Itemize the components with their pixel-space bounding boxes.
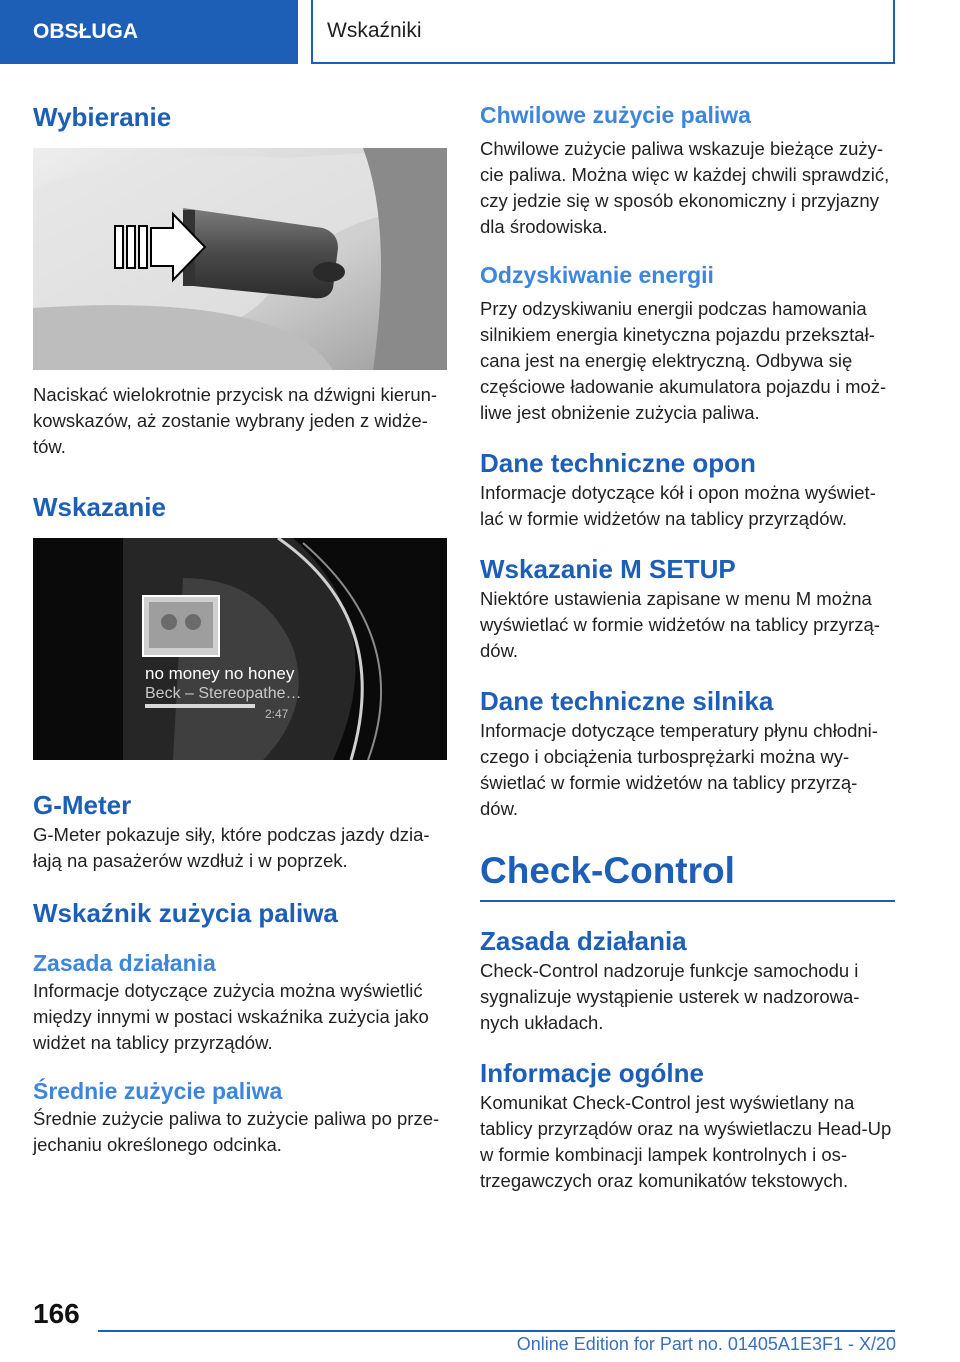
- heading-check-control: Check-Control: [480, 848, 895, 902]
- screen-track: no money no honey: [145, 664, 295, 683]
- heading-wskazanie: Wskazanie: [33, 492, 166, 522]
- cc-zasada-text: Check-Control nadzoruje funkcje samochodu i sygnalizuje wystąpienie usterek w nadzorowa-nych układach.: [480, 960, 860, 1033]
- opony-text: Informacje dotyczące kół i opon można wyświet-lać w formie widżetów na tablicy przyrządów.: [480, 482, 876, 529]
- heading-cc-info: Informacje ogólne: [480, 1058, 704, 1088]
- screen-time: 2:47: [265, 707, 289, 721]
- stalk-illustration: [33, 148, 447, 370]
- msetup-text: Niektóre ustawienia zapisane w menu M można wyświetlać w formie widżetów na tablicy przyrzą-dów.: [480, 588, 880, 661]
- heading-odzysk: Odzyskiwanie energii: [480, 262, 714, 288]
- heading-cc-zasada: Zasada działania: [480, 926, 687, 956]
- srednie-text: Średnie zużycie paliwa to zużycie paliwa po prze-jechaniu określonego odcinka.: [33, 1108, 440, 1155]
- chapter-title: [311, 0, 895, 64]
- left-column: [33, 100, 447, 1158]
- heading-chwilowe: Chwilowe zużycie paliwa: [480, 102, 751, 128]
- footer-divider: [98, 1330, 895, 1332]
- heading-zuzycie: Wskaźnik zużycia paliwa: [33, 898, 338, 928]
- display-illustration: [33, 538, 447, 760]
- section-label: OBSŁUGA: [33, 20, 138, 43]
- heading-srednie: Średnie zużycie paliwa: [33, 1078, 283, 1104]
- chapter-label: Wskaźniki: [327, 19, 422, 42]
- silnik-text: Informacje dotyczące temperatury płynu chłodni-czego i obciążenia turbosprężarki można wy-świetlać w formie widżetów na tablicy przyrzą-dów.: [480, 720, 878, 819]
- cc-info-text: Komunikat Check-Control jest wyświetlany na tablicy przyrządów oraz na wyświetlaczu Head-Up w formie kombinacji lampek kontrolnych i os-trzegawczych oraz komunikatów tekstowych.: [480, 1092, 892, 1191]
- heading-gmeter: G-Meter: [33, 790, 132, 820]
- gmeter-text: G-Meter pokazuje siły, które podczas jazdy dzia-łają na pasażerów wzdłuż i w poprzek.: [33, 824, 430, 871]
- section-tab: [0, 0, 298, 64]
- zasada-text: Informacje dotyczące zużycia można wyświetlić między innymi w postaci wskaźnika zużycia jako widżet na tablicy przyrządów.: [33, 980, 429, 1053]
- heading-zasada: Zasada działania: [33, 950, 216, 976]
- edition-text: Online Edition for Part no. 01405A1E3F1 - X/20: [516, 1334, 896, 1354]
- heading-opony: Dane techniczne opon: [480, 448, 756, 478]
- page-number: 166: [33, 1298, 80, 1329]
- heading-wybieranie: Wybieranie: [33, 102, 172, 132]
- odzysk-text: Przy odzyskiwaniu energii podczas hamowania silnikiem energia kinetyczna pojazdu przekształ-cana jest na energię elektryczną. Odbywa się częściowe ładowanie akumulatora pojazdu i moż-liwe jest obniżenie zużycia paliwa.: [480, 298, 887, 423]
- wybieranie-text: Naciskać wielokrotnie przycisk na dźwigni kierun-kowskazów, aż zostanie wybrany jeden z widże-tów.: [33, 384, 438, 457]
- chwilowe-text: Chwilowe zużycie paliwa wskazuje bieżące zuży-cie paliwa. Można więc w każdej chwili sprawdzić, czy jedzie się w sposób ekonomiczny i przyjazny dla środowiska.: [480, 138, 890, 237]
- heading-silnik: Dane techniczne silnika: [480, 686, 774, 716]
- right-column: [480, 100, 895, 1194]
- heading-msetup: Wskazanie M SETUP: [480, 554, 736, 584]
- screen-artist: Beck – Stereopathe…: [145, 685, 302, 702]
